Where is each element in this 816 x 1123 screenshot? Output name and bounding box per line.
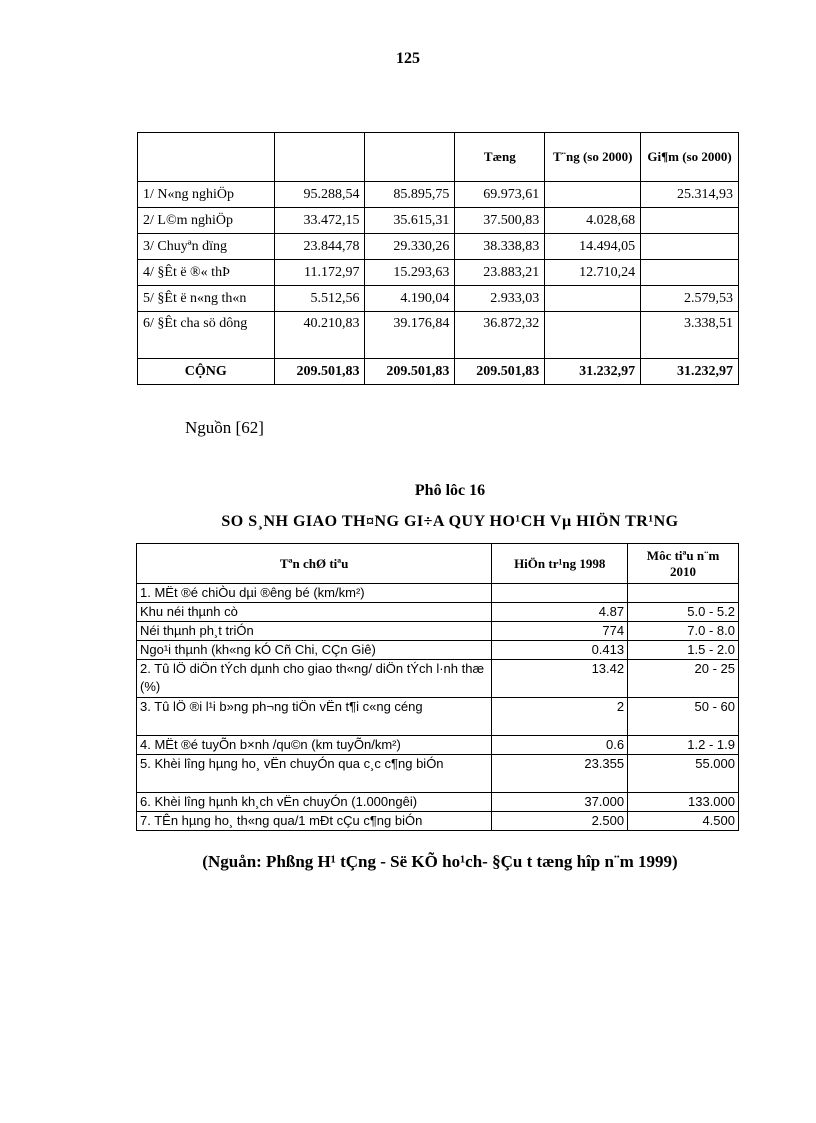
table-cell [545, 286, 641, 312]
column-header: Môc tiªu n¨m 2010 [628, 544, 739, 584]
table-title: SO S¸NH GIAO TH¤NG GI÷A QUY HO¹CH Vµ HIÖN TR¹NG [221, 513, 679, 530]
table-cell: 12.710,24 [545, 260, 641, 286]
table-cell: 15.293,63 [365, 260, 455, 286]
table-row [137, 698, 739, 736]
table-cell: 35.615,31 [365, 208, 455, 234]
column-header: Tªn chØ tiªu [137, 544, 492, 584]
target-value: 50 - 60 [628, 698, 739, 736]
current-value: 2 [492, 698, 628, 736]
table-row [138, 182, 739, 208]
table-cell [641, 208, 739, 234]
table-cell: 33.472,15 [274, 208, 365, 234]
table-row [137, 755, 739, 793]
target-value: 1.5 - 2.0 [628, 641, 739, 660]
table-cell: 29.330,26 [365, 234, 455, 260]
table-cell: 39.176,84 [365, 312, 455, 359]
total-cell: 209.501,83 [455, 359, 545, 385]
column-header [274, 133, 365, 182]
row-label: 1. MËt ®é chiÒu dµi ®êng bé (km/km²) [137, 584, 492, 603]
table-cell [545, 312, 641, 359]
table-cell: 69.973,61 [455, 182, 545, 208]
source-note: (Nguån: Phßng H¹ tÇng - Së KÕ ho¹ch- §Çu t tæng hîp n¨m 1999) [202, 852, 678, 871]
table-row [138, 286, 739, 312]
table-row [138, 234, 739, 260]
current-value: 774 [492, 622, 628, 641]
total-cell: 209.501,83 [365, 359, 455, 385]
row-label: 7. TÊn hµng ho¸ th«ng qua/1 mÐt cÇu c¶ng biÓn [137, 812, 492, 831]
table-row [137, 736, 739, 755]
column-header: HiÖn tr¹ng 1998 [492, 544, 628, 584]
table-cell: 4.190,04 [365, 286, 455, 312]
row-label: 1/ N«ng nghiÖp [138, 182, 275, 208]
row-label: 5/ §Êt ë n«ng th«n [138, 286, 275, 312]
current-value: 23.355 [492, 755, 628, 793]
total-cell: 209.501,83 [274, 359, 365, 385]
column-header [138, 133, 275, 182]
table-cell: 37.500,83 [455, 208, 545, 234]
row-label: 3. Tû lÖ ®i l¹i b»ng ph¬ng tiÖn vËn t¶i c«ng céng [137, 698, 492, 736]
row-label: 6. Khèi lîng hµnh kh¸ch vËn chuyÓn (1.000ngêi) [137, 793, 492, 812]
table-row [137, 660, 739, 698]
table-cell: 5.512,56 [274, 286, 365, 312]
current-value [492, 584, 628, 603]
table-row [137, 793, 739, 812]
current-value: 2.500 [492, 812, 628, 831]
table-row [138, 312, 739, 359]
table-cell: 14.494,05 [545, 234, 641, 260]
current-value: 13.42 [492, 660, 628, 698]
total-row [138, 359, 739, 385]
target-value: 55.000 [628, 755, 739, 793]
table-cell: 23.883,21 [455, 260, 545, 286]
target-value: 7.0 - 8.0 [628, 622, 739, 641]
table-cell: 36.872,32 [455, 312, 545, 359]
row-label: Ngo¹i thµnh (kh«ng kÓ Cñ Chi, CÇn Giê) [137, 641, 492, 660]
row-label: 3/ Chuyªn dïng [138, 234, 275, 260]
table-cell: 4.028,68 [545, 208, 641, 234]
row-label: Khu néi thµnh cò [137, 603, 492, 622]
total-label: CỘNG [138, 359, 275, 385]
table-cell: 3.338,51 [641, 312, 739, 359]
target-value: 1.2 - 1.9 [628, 736, 739, 755]
page-number: 125 [396, 50, 420, 67]
total-cell: 31.232,97 [545, 359, 641, 385]
row-label: 6/ §Êt cha sö dông [138, 312, 275, 359]
target-value: 20 - 25 [628, 660, 739, 698]
current-value: 0.413 [492, 641, 628, 660]
row-label: 5. Khèi lîng hµng ho¸ vËn chuyÓn qua c¸c c¶ng biÓn [137, 755, 492, 793]
table-row [138, 208, 739, 234]
current-value: 4.87 [492, 603, 628, 622]
source-note: Nguồn [62] [185, 418, 264, 437]
row-label: 4. MËt ®é tuyÕn b×nh /qu©n (km tuyÕn/km²) [137, 736, 492, 755]
row-label: 2/ L©m nghiÖp [138, 208, 275, 234]
transport-comparison-table [136, 543, 739, 831]
column-header: Tæng [455, 133, 545, 182]
row-label: 2. Tû lÖ diÖn tÝch dµnh cho giao th«ng/ diÖn tÝch l·nh thæ (%) [137, 660, 492, 698]
table-cell: 25.314,93 [641, 182, 739, 208]
target-value [628, 584, 739, 603]
table-row [137, 641, 739, 660]
current-value: 37.000 [492, 793, 628, 812]
table-row [138, 260, 739, 286]
table-row [137, 603, 739, 622]
land-use-table [137, 132, 739, 385]
target-value: 4.500 [628, 812, 739, 831]
table-header-row [138, 133, 739, 182]
table-cell: 40.210,83 [274, 312, 365, 359]
table-header-row [137, 544, 739, 584]
table-cell [641, 260, 739, 286]
column-header [365, 133, 455, 182]
target-value: 5.0 - 5.2 [628, 603, 739, 622]
table-cell: 38.338,83 [455, 234, 545, 260]
target-value: 133.000 [628, 793, 739, 812]
table-row [137, 584, 739, 603]
column-header: Gi¶m (so 2000) [641, 133, 739, 182]
table-cell: 2.579,53 [641, 286, 739, 312]
current-value: 0.6 [492, 736, 628, 755]
table-row [137, 622, 739, 641]
table-cell [641, 234, 739, 260]
total-cell: 31.232,97 [641, 359, 739, 385]
table-row [137, 812, 739, 831]
table-cell: 2.933,03 [455, 286, 545, 312]
appendix-title: Phô lôc 16 [414, 482, 486, 499]
table-cell: 95.288,54 [274, 182, 365, 208]
table-cell: 85.895,75 [365, 182, 455, 208]
table-cell: 23.844,78 [274, 234, 365, 260]
table-cell [545, 182, 641, 208]
row-label: 4/ §Êt ë ®« thÞ [138, 260, 275, 286]
column-header: T¨ng (so 2000) [545, 133, 641, 182]
table-cell: 11.172,97 [274, 260, 365, 286]
row-label: Néi thµnh ph¸t triÓn [137, 622, 492, 641]
